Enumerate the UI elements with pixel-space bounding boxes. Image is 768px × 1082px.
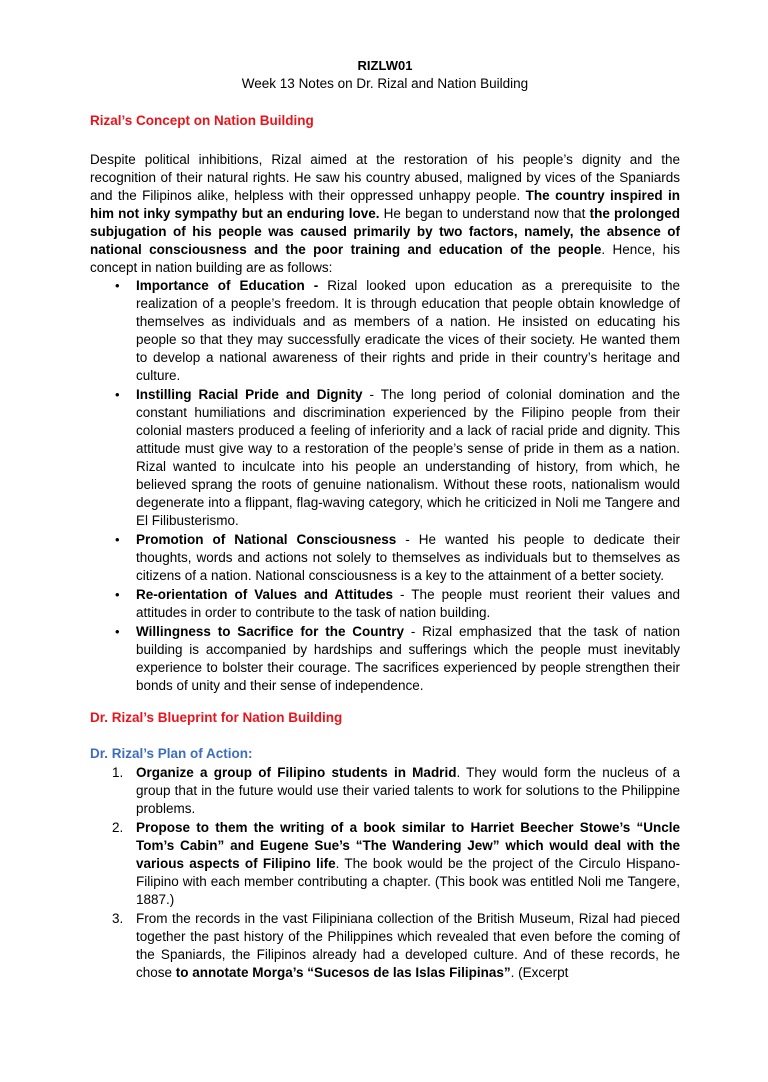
intro-text-3: . Hence, his concept in nation building are as follows: bbox=[90, 242, 680, 275]
plan-item-text: . They would form the nucleus of a group that in the future would use their varied talents to work for solutions to the Philippine problems. bbox=[136, 765, 680, 816]
bullet-title: Re-orientation of Values and Attitudes bbox=[136, 587, 394, 602]
bullet-title: Promotion of National Consciousness bbox=[136, 532, 397, 547]
intro-bold-2: the prolonged subjugation of his people was caused primarily by two factors, namely, the absence of national consciousness and the poor training and education of the people bbox=[90, 206, 680, 257]
plan-item-2 bbox=[112, 819, 680, 909]
bullet-icon: • bbox=[115, 387, 120, 402]
intro-text-1: Despite political inhibitions, Rizal aimed at the restoration of his people’s dignity and the recognition of their natural rights. He saw his country abused, maligned by vices of the Spaniards and the Filipinos alike, helpless with their oppressed unhappy people. bbox=[90, 152, 680, 203]
bullet-item-national-consciousness bbox=[115, 531, 680, 585]
bullet-text: Rizal looked upon education as a prerequisite to the realization of a people’s freedom. It is through education that people obtain knowledge of themselves as individuals and as members of a nation. He insisted on educating his people so that they may successfully eradicate the vices of their society. He wanted them to develop a national awareness of their rights and pride in their country’s heritage and culture. bbox=[136, 278, 680, 383]
plan-item-3 bbox=[112, 910, 680, 982]
bullet-text: - The long period of colonial domination and the constant humiliations and discrimination experienced by the Filipino people from their colonial masters produced a feeling of inferiority and a lack of racial pride and dignity. This attitude must give way to a restoration of the people’s sense of pride in them as a nation. Rizal wanted to inculcate into his people an understanding of history, from which, he believed sprang the roots of genuine nationalism. Without these roots, nationalism would degenerate into a flippant, flag-waving category, which he criticized in Noli me Tangere and El Filibusterismo. bbox=[136, 387, 680, 528]
plan-item-1 bbox=[112, 764, 680, 818]
bullet-item-sacrifice bbox=[115, 623, 680, 695]
document-code: RIZLW01 bbox=[357, 58, 413, 73]
plan-item-text: . (Excerpt bbox=[510, 965, 569, 980]
intro-text-2: He began to understand now that bbox=[379, 206, 590, 221]
section-heading-concept: Rizal’s Concept on Nation Building bbox=[90, 113, 314, 128]
intro-paragraph bbox=[90, 151, 680, 277]
bullet-icon: • bbox=[115, 532, 120, 547]
document-page bbox=[0, 58, 768, 1082]
bullet-icon: • bbox=[115, 278, 120, 293]
bullet-item-education bbox=[115, 277, 680, 385]
plan-item-text: From the records in the vast Filipiniana collection of the British Museum, Rizal had pieced together the past history of the Philippines which revealed that even before the coming of the Spaniards, the Filipinos already had a developed culture. And of these records, he chose bbox=[136, 911, 680, 980]
concept-bullet-list bbox=[90, 277, 680, 695]
item-number: 3. bbox=[112, 911, 124, 926]
bullet-item-racial-pride bbox=[115, 386, 680, 530]
bullet-icon: • bbox=[115, 587, 120, 602]
bullet-text: - He wanted his people to dedicate their thoughts, words and actions not solely to themselves as individuals but to themselves as citizens of a nation. National consciousness is a key to the attainment of a better society. bbox=[136, 532, 680, 583]
bullet-title: Instilling Racial Pride and Dignity bbox=[136, 387, 363, 402]
plan-of-action-list bbox=[90, 764, 680, 982]
item-number: 2. bbox=[112, 820, 124, 835]
plan-item-bold: Propose to them the writing of a book similar to Harriet Beecher Stowe’s “Uncle Tom’s Cabin” and Eugene Sue’s “The Wandering Jew” which would deal with the various aspects of Filipino life bbox=[136, 820, 680, 871]
section-heading-blueprint: Dr. Rizal’s Blueprint for Nation Building bbox=[90, 710, 343, 725]
bullet-title: Willingness to Sacrifice for the Country bbox=[136, 624, 405, 639]
bullet-item-reorientation bbox=[115, 586, 680, 622]
plan-item-bold: to annotate Morga’s “Sucesos de las Islas Filipinas” bbox=[175, 965, 511, 980]
plan-item-text: . The book would be the project of the Circulo Hispano-Filipino with each member contributing a chapter. (This book was entitled Noli me Tangere, 1887.) bbox=[136, 856, 680, 907]
bullet-text: - The people must reorient their values and attitudes in order to contribute to the task of nation building. bbox=[136, 587, 680, 620]
bullet-icon: • bbox=[115, 624, 120, 639]
bullet-title: Importance of Education - bbox=[136, 278, 319, 293]
item-number: 1. bbox=[112, 765, 124, 780]
document-subtitle: Week 13 Notes on Dr. Rizal and Nation Building bbox=[241, 76, 529, 91]
plan-of-action-heading: Dr. Rizal’s Plan of Action: bbox=[90, 746, 253, 761]
intro-bold-1: The country inspired in him not inky sympathy but an enduring love. bbox=[90, 188, 681, 221]
plan-item-bold: Organize a group of Filipino students in Madrid bbox=[136, 765, 457, 780]
bullet-text: - Rizal emphasized that the task of nation building is accompanied by hardships and sufferings which the people must inevitably experience to bolster their courage. The sacrifices experienced by people strengthen their bonds of unity and their sense of independence. bbox=[136, 624, 680, 693]
